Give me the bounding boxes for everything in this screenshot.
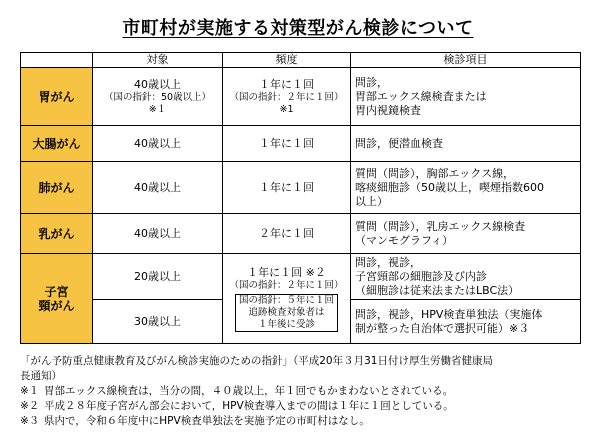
frequency-breast: ２年に１回 — [223, 214, 351, 254]
footnotes — [20, 354, 590, 429]
cancer-cervical: 子宮 頸がん — [21, 254, 93, 344]
table-row-lung — [21, 162, 581, 214]
footnote-3: ※３ 県内で，令和６年度中にHPV検査単独法を実施予定の市町村はなし。 — [20, 415, 370, 427]
cancer-colon: 大腸がん — [21, 126, 93, 162]
target-breast: 40歳以上 — [93, 214, 223, 254]
footnote-source: 「がん予防重点健康教育及びがん検診実施のための指針」（平成20年３月31日付け厚生労働省健康局 — [20, 355, 493, 367]
target-cervical-30: 30歳以上 — [93, 300, 223, 344]
table-row-stomach — [21, 68, 581, 126]
table-row-cervical-a — [21, 254, 581, 300]
target-colon: 40歳以上 — [93, 126, 223, 162]
items-cervical-b: 問診，視診，HPV検査単独法（実施体 制が整った自治体で選択可能）※３ — [351, 300, 581, 344]
frequency-stomach: １年に１回 （国の指針：２年に１回） ※1 — [223, 68, 351, 126]
items-colon: 問診，便潜血検査 — [351, 126, 581, 162]
header-cancer — [21, 53, 93, 68]
header-frequency: 頻度 — [223, 53, 351, 68]
frequency-cervical-sub-box: 国の指針：５年に１回 追跡検査対象者は １年後に受診 — [235, 294, 338, 332]
table-row-breast — [21, 214, 581, 254]
target-lung: 40歳以上 — [93, 162, 223, 214]
header-items: 検診項目 — [351, 53, 581, 68]
table-header-row — [21, 53, 581, 68]
header-target: 対象 — [93, 53, 223, 68]
table-row-colon — [21, 126, 581, 162]
cancer-breast: 乳がん — [21, 214, 93, 254]
cancer-stomach: 胃がん — [21, 68, 93, 126]
frequency-lung: １年に１回 — [223, 162, 351, 214]
screening-table — [20, 52, 581, 344]
page-title: 市町村が実施する対策型がん検診について — [122, 18, 474, 39]
items-breast: 質問（問診），乳房エックス線検査 （マンモグラフィ） — [351, 214, 581, 254]
footnote-1: ※１ 胃部エックス線検査は，当分の間，４０歳以上，年１回でもかまわないとされている。 — [20, 385, 454, 397]
target-cervical-20: 20歳以上 — [93, 254, 223, 300]
items-stomach: 問診， 胃部エックス線検査または 胃内視鏡検査 — [351, 68, 581, 126]
footnote-2: ※２ 平成２８年度子宮がん部会において，HPV検査導入までの間は１年に１回としている。 — [20, 400, 454, 412]
frequency-colon: １年に１回 — [223, 126, 351, 162]
footnote-source-cont: 長通知） — [20, 370, 62, 382]
target-stomach: 40歳以上 （国の指針：50歳以上） ※１ — [93, 68, 223, 126]
items-lung: 質問（問診），胸部エックス線， 喀痰細胞診（50歳以上，喫煙指数600 以上） — [351, 162, 581, 214]
frequency-cervical: １年に１回 ※２ （国の指針：２年に１回） 国の指針：５年に１回 追跡検査対象者は １年後に受診 — [223, 254, 351, 344]
cancer-lung: 肺がん — [21, 162, 93, 214]
items-cervical-a: 問診，視診， 子宮頸部の細胞診及び内診 （細胞診は従来法またはLBC法） — [351, 254, 581, 300]
